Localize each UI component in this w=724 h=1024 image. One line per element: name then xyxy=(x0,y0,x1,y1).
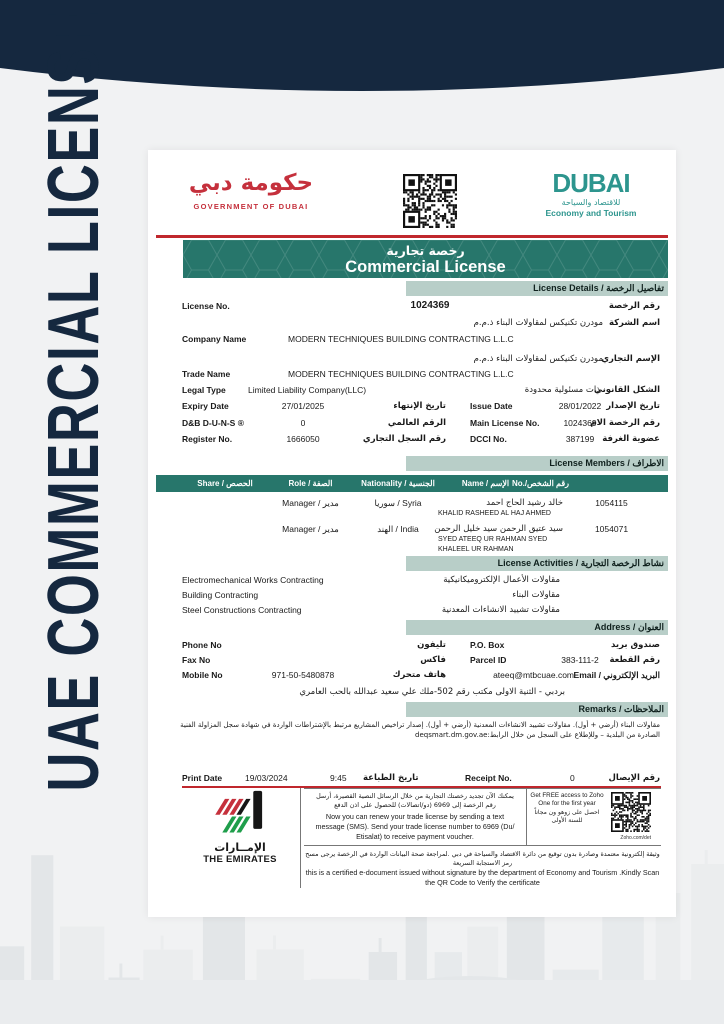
vertical-page-title xyxy=(33,9,114,922)
print-date-label-en: Print Date xyxy=(182,773,223,783)
issue-date-value: 28/01/2022 xyxy=(558,401,602,411)
member-2-no: 1054071 xyxy=(594,524,629,534)
zoho-qr-caption: Zoho.com/det xyxy=(620,835,651,841)
zoho-offer-english: Get FREE access to Zoho One for the first year xyxy=(530,792,604,807)
duns-row xyxy=(182,417,660,430)
emirates-logo-arabic: الإمــارات xyxy=(214,841,266,854)
duns-label-en: D&B D-U-N-S ® xyxy=(182,418,244,428)
member-2-nationality: الهند / India xyxy=(377,524,419,534)
emirates-logo-block xyxy=(182,790,298,866)
activity-2-en: Building Contracting xyxy=(182,590,259,600)
print-time-value: 9:45 xyxy=(330,773,347,783)
dubai-wordmark: DUBAI xyxy=(552,168,630,198)
member-row-1 xyxy=(182,497,660,510)
expiry-date-label-ar: تاريخ الإنتهاء xyxy=(393,401,446,411)
activity-1-ar: مقاولات الأعمال الإلكتروميكانيكية xyxy=(443,575,560,585)
po-box-label-ar: صندوق بريد xyxy=(610,640,660,650)
section-license-activities: License Activities / نشاط الرخصة التجارية xyxy=(406,556,668,571)
license-title-banner xyxy=(183,240,668,278)
register-no-label-ar: رقم السجل التجاري xyxy=(362,434,446,444)
duns-value: 0 xyxy=(300,418,306,428)
sms-renewal-box xyxy=(304,788,661,846)
legal-type-label-en: Legal Type xyxy=(182,385,226,395)
license-no-label-ar: رقم الرخصة xyxy=(608,301,660,311)
members-col-name: Name / الإسم xyxy=(461,479,510,488)
main-license-no-value: 1024369 xyxy=(563,418,597,428)
license-no-label-en: License No. xyxy=(182,301,230,311)
emirates-flag-icon xyxy=(211,790,269,836)
license-no-value: 1024369 xyxy=(410,300,450,311)
member-1-nationality: سوريا / Syria xyxy=(374,498,422,508)
vertical-page-title-text: UAE COMMERCIAL LICENSE xyxy=(34,9,114,792)
register-row xyxy=(182,433,660,446)
receipt-no-label-en: Receipt No. xyxy=(465,773,512,783)
po-box-label-en: P.O. Box xyxy=(470,640,505,650)
trade-name-label-ar: الإسم التجاري xyxy=(601,354,660,364)
register-no-label-en: Register No. xyxy=(182,434,233,444)
license-title-arabic: رخصة تجارية xyxy=(386,243,465,258)
print-date-label-ar: تاريخ الطباعة xyxy=(363,773,419,783)
print-date-row xyxy=(182,772,660,785)
activity-row-2 xyxy=(182,589,660,602)
members-col-no: No./رقم الشخص xyxy=(511,479,570,488)
trade-name-value-en: MODERN TECHNIQUES BUILDING CONTRACTING L.L.C xyxy=(288,369,514,379)
receipt-no-value: 0 xyxy=(570,773,575,783)
remarks-text: مقاولات البناء (أرضي + أول). مقاولات تشييد الانشاءات المعدنية (أرضي + أول). إصدار تراخيص المشاريع مرتبط بالإشتراطات الواردة في شهادة سجل المزاولة الفنية الصادرة من البلدية – وللإطلاع على السجل من خلال الرابط:deqsmart.dm.gov.ae xyxy=(180,721,660,739)
legal-type-row xyxy=(182,384,660,397)
det-logo-english: Economy and Tourism xyxy=(545,208,637,218)
activity-row-1 xyxy=(182,574,660,587)
dubai-economy-tourism-logo xyxy=(532,170,650,218)
address-row-3 xyxy=(182,669,660,682)
commercial-license-document xyxy=(148,150,676,917)
member-row-2 xyxy=(182,523,660,536)
phone-label-en: Phone No xyxy=(182,640,222,650)
dcci-no-value: 387199 xyxy=(565,434,595,444)
sms-text-english: Now you can renew your trade license by sending a text message (SMS). Send your trade license number to 6969 (Du/ Etisalat) to receive payment voucher. xyxy=(315,812,515,841)
member-1-name-ar: خالد رشيد الحاج احمد xyxy=(486,498,563,508)
zoho-qr-block xyxy=(605,792,651,842)
footer-main xyxy=(300,788,661,888)
government-of-dubai-logo-caption: GOVERNMENT OF DUBAI xyxy=(193,202,309,211)
parcel-id-value: 383-111-2 xyxy=(561,655,599,665)
parcel-id-label-en: Parcel ID xyxy=(470,655,507,665)
mobile-label-ar: هاتف متحرك xyxy=(392,670,446,680)
trade-name-value-ar: مودرن تكنيكس لمقاولات البناء ذ.م.م xyxy=(473,354,603,364)
issue-date-label-en: Issue Date xyxy=(470,401,513,411)
parcel-id-label-ar: رقم القطعة xyxy=(609,655,660,665)
government-of-dubai-logo xyxy=(176,168,326,213)
fax-label-ar: فاكس xyxy=(420,655,446,665)
email-label: Email / البريد الإلكتروني xyxy=(573,670,660,680)
activity-1-en: Electromechanical Works Contracting xyxy=(182,575,324,585)
zoho-offer-arabic: احصل على زوهو ون مجاناً للسنة الأولى xyxy=(534,809,600,824)
zoho-offer-text xyxy=(529,792,605,842)
mobile-value: 971-50-5480878 xyxy=(271,670,335,680)
dates-row xyxy=(182,400,660,413)
main-license-no-label-en: Main License No. xyxy=(470,418,540,428)
company-name-value-en: MODERN TECHNIQUES BUILDING CONTRACTING L.L.C xyxy=(288,334,514,344)
members-col-share: Share / الحصص xyxy=(197,479,253,488)
member-2-role: Manager / مدير xyxy=(282,524,339,534)
legal-type-label-ar: الشكل القانوني xyxy=(594,385,660,395)
section-license-details: License Details / تفاصيل الرخصة xyxy=(406,281,668,296)
company-name-english-row xyxy=(182,333,660,346)
company-name-label-en: Company Name xyxy=(182,334,247,344)
member-2-name-en: SYED ATEEQ UR RAHMAN SYED KHALEEL UR RAHMAN xyxy=(438,536,548,553)
member-2-name-ar: سيد عتيق الرحمن سيد خليل الرحمن xyxy=(434,524,563,534)
zoho-offer-box xyxy=(526,789,661,845)
main-license-no-label-ar: رقم الرخصة الام xyxy=(590,418,660,428)
license-title-english: Commercial License xyxy=(345,258,506,276)
sms-renewal-text xyxy=(304,789,526,845)
activity-row-3 xyxy=(182,604,660,617)
company-name-arabic-row xyxy=(182,317,660,330)
members-col-role: Role / الصفة xyxy=(288,479,333,488)
section-remarks: Remarks / الملاحظات xyxy=(406,702,668,717)
expiry-date-label-en: Expiry Date xyxy=(182,401,229,411)
dcci-no-label-ar: عضوية الغرفة xyxy=(602,434,660,444)
duns-label-ar: الرقم العالمي xyxy=(387,418,446,428)
det-logo-arabic: للاقتصاد والسياحة xyxy=(561,198,621,207)
government-of-dubai-logo-arabic: حكومة دبي xyxy=(188,170,314,196)
company-name-label-ar: اسم الشركة xyxy=(608,318,660,328)
phone-label-ar: تليفون xyxy=(417,640,446,650)
certificate-note xyxy=(304,846,661,888)
emirates-logo-english: THE EMIRATES xyxy=(203,854,277,865)
certificate-note-arabic: وثيقة إلكترونية معتمدة وصادرة بدون توقيع من دائرة الاقتصاد والسياحة في دبي .لمراجعة صحة البيانات الواردة في الرخصة يرجى مسح رمز الاستجابة السريعة xyxy=(305,850,660,867)
member-1-no: 1054115 xyxy=(595,498,628,508)
register-no-value: 1666050 xyxy=(286,434,320,444)
expiry-date-value: 27/01/2025 xyxy=(281,401,325,411)
license-qr-code-icon xyxy=(403,174,457,228)
trade-name-label-en: Trade Name xyxy=(182,369,231,379)
zoho-qr-code-icon xyxy=(605,792,651,835)
email-value: ateeq@mtbcuae.com xyxy=(493,670,574,680)
company-name-value-ar: مودرن تكنيكس لمقاولات البناء ذ.م.م xyxy=(473,318,603,328)
trade-name-arabic-row xyxy=(182,353,660,366)
header-divider-red-line xyxy=(156,235,668,238)
activity-3-en: Steel Constructions Contracting xyxy=(182,605,302,615)
print-date-value: 19/03/2024 xyxy=(245,773,288,783)
sms-text-arabic: يمكنك الآن تجديد رخصتك التجارية من خلال الرسائل النصية القصيرة، أرسل رقم الرخصة إلى 6969 (دو/اتصالات) للحصول على اذن الدفع xyxy=(316,792,514,809)
legal-type-value-ar: ذات مسئولية محدودة xyxy=(524,385,600,395)
certificate-note-english: this is a certified e-document issued without signature by the department of Economy and Tourism .Kindly Scan the QR Code to Verify the certificate xyxy=(305,868,660,887)
receipt-no-label-ar: رقم الإيصال xyxy=(608,773,660,783)
trade-name-english-row xyxy=(182,368,660,381)
section-address: Address / العنوان xyxy=(406,620,668,635)
section-license-members: License Members / الاطراف xyxy=(406,456,668,471)
mobile-label-en: Mobile No xyxy=(182,670,223,680)
address-row-1 xyxy=(182,639,660,652)
address-location-ar: بردبي - الثنية الاولى مكتب رقم 502-ملك علي سعيد عبدالله بالحب العامري xyxy=(299,687,565,697)
legal-type-value-en: Limited Liability Company(LLC) xyxy=(248,385,367,395)
address-row-2 xyxy=(182,654,660,667)
dcci-no-label-en: DCCI No. xyxy=(470,434,507,444)
activity-3-ar: مقاولات تشييد الانشاءات المعدنية xyxy=(441,605,560,615)
fax-label-en: Fax No xyxy=(182,655,211,665)
license-no-row xyxy=(182,300,660,313)
members-table-header xyxy=(156,475,668,492)
member-1-role: Manager / مدير xyxy=(282,498,339,508)
member-1-name-en: KHALID RASHEED AL HAJ AHMED xyxy=(438,510,551,517)
members-col-nationality: Nationality / الجنسية xyxy=(361,479,435,488)
address-location-row xyxy=(182,686,660,699)
activity-2-ar: مقاولات البناء xyxy=(512,590,560,600)
issue-date-label-ar: تاريخ الإصدار xyxy=(606,401,660,411)
